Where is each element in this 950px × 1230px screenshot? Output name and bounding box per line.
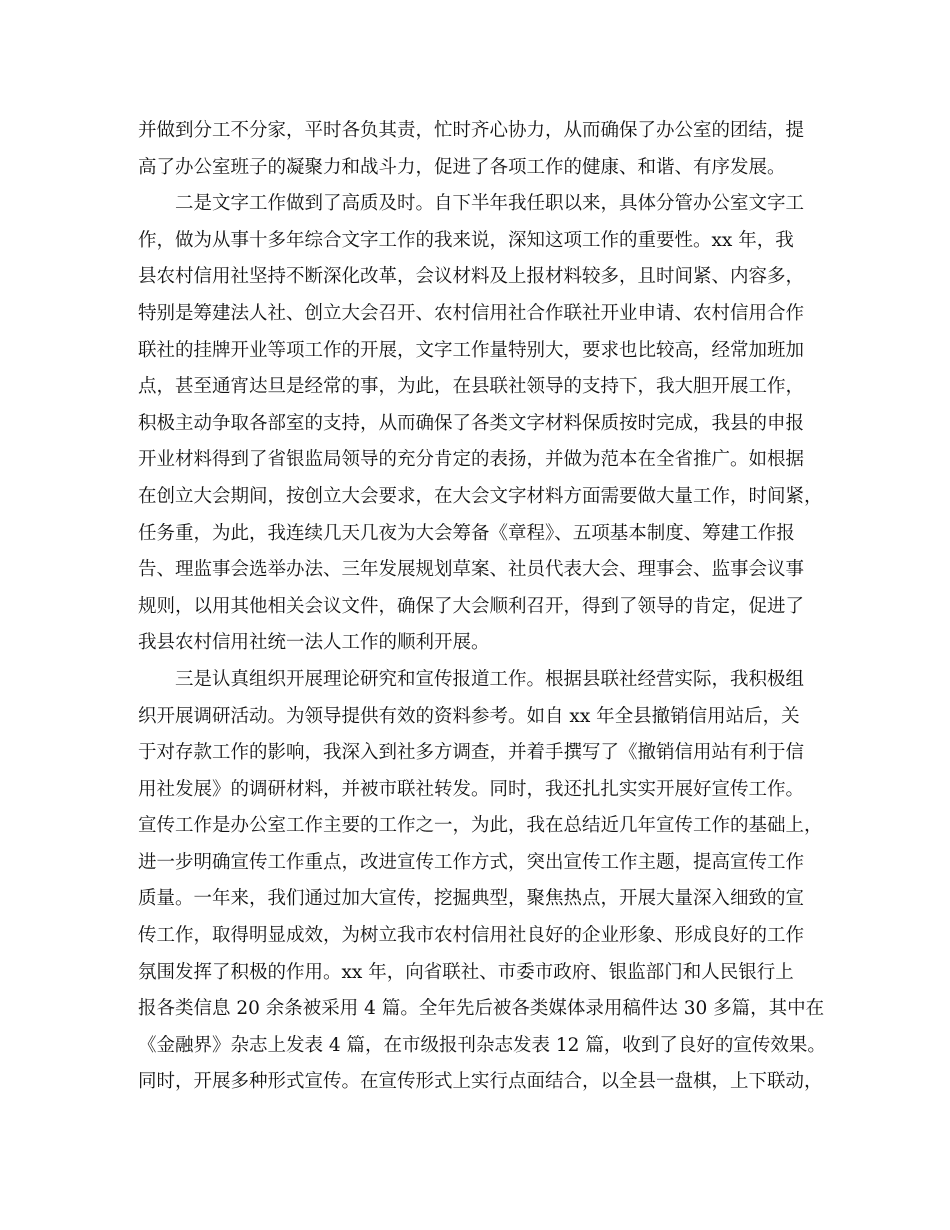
text-line: 规则，以用其他相关会议文件，确保了大会顺利召开，得到了领导的肯定，促进了 — [138, 595, 805, 617]
text-line: 进一步明确宣传工作重点，改进宣传工作方式，突出宣传工作主题，提高宣传工作 — [138, 851, 805, 873]
paragraph — [138, 186, 828, 662]
text-line: 用社发展》的调研材料，并被市联社转发。同时，我还扎扎实实开展好宣传工作。 — [138, 778, 805, 800]
paragraph — [138, 113, 828, 186]
text-line: 在创立大会期间，按创立大会要求，在大会文字材料方面需要做大量工作，时间紧， — [138, 485, 823, 507]
text-line: 宣传工作是办公室工作主要的工作之一，为此，我在总结近几年宣传工作的基础上， — [138, 815, 823, 837]
text-line: 联社的挂牌开业等项工作的开展，文字工作量特别大，要求也比较高，经常加班加 — [138, 339, 805, 361]
text-line: 报各类信息 20 余条被采用 4 篇。全年先后被各类媒体录用稿件达 30 多篇，其中在 — [138, 998, 825, 1020]
text-line: 织开展调研活动。为领导提供有效的资料参考。如自 xx 年全县撤销信用站后，关 — [138, 705, 800, 727]
text-line: 积极主动争取各部室的支持，从而确保了各类文字材料保质按时完成，我县的申报 — [138, 412, 805, 434]
text-line: 我县农村信用社统一法人工作的顺利开展。 — [138, 632, 490, 654]
text-line: 氛围发挥了积极的作用。xx 年，向省联社、市委市政府、银监部门和人民银行上 — [138, 961, 794, 983]
text-line: 高了办公室班子的凝聚力和战斗力，促进了各项工作的健康、和谐、有序发展。 — [138, 156, 786, 178]
text-line: 县农村信用社坚持不断深化改革，会议材料及上报材料较多，且时间紧、内容多， — [138, 266, 805, 288]
text-line: 三是认真组织开展理论研究和宣传报道工作。根据县联社经营实际，我积极组 — [175, 668, 805, 690]
text-line: 二是文字工作做到了高质及时。自下半年我任职以来，具体分管办公室文字工 — [175, 193, 805, 215]
text-line: 《金融界》杂志上发表 4 篇，在市级报刊杂志发表 12 篇，收到了良好的宣传效果。 — [138, 1034, 826, 1056]
text-line: 并做到分工不分家，平时各负其责，忙时齐心协力，从而确保了办公室的团结，提 — [138, 120, 805, 141]
text-line: 开业材料得到了省银监局领导的充分肯定的表扬，并做为范本在全省推广。如根据 — [138, 449, 805, 471]
text-line: 点，甚至通宵达旦是经常的事，为此，在县联社领导的支持下，我大胆开展工作， — [138, 376, 805, 398]
text-line: 告、理监事会选举办法、三年发展规划草案、社员代表大会、理事会、监事会议事 — [138, 559, 805, 581]
paragraph — [138, 662, 828, 1101]
text-line: 质量。一年来，我们通过加大宣传，挖掘典型，聚焦热点，开展大量深入细致的宣 — [138, 888, 805, 910]
text-line: 传工作，取得明显成效，为树立我市农村信用社良好的企业形象、形成良好的工作 — [138, 925, 805, 947]
document-body — [138, 113, 828, 1101]
text-line: 任务重，为此，我连续几天几夜为大会筹备《章程》、五项基本制度、筹建工作报 — [138, 522, 795, 544]
text-line: 作，做为从事十多年综合文字工作的我来说，深知这项工作的重要性。xx 年，我 — [138, 229, 794, 251]
text-line: 于对存款工作的影响，我深入到社多方调查，并着手撰写了《撤销信用站有利于信 — [138, 742, 805, 764]
text-line: 同时，开展多种形式宣传。在宣传形式上实行点面结合，以全县一盘棋，上下联动， — [138, 1071, 823, 1093]
text-line: 特别是筹建法人社、创立大会召开、农村信用社合作联社开业申请、农村信用合作 — [138, 302, 805, 324]
